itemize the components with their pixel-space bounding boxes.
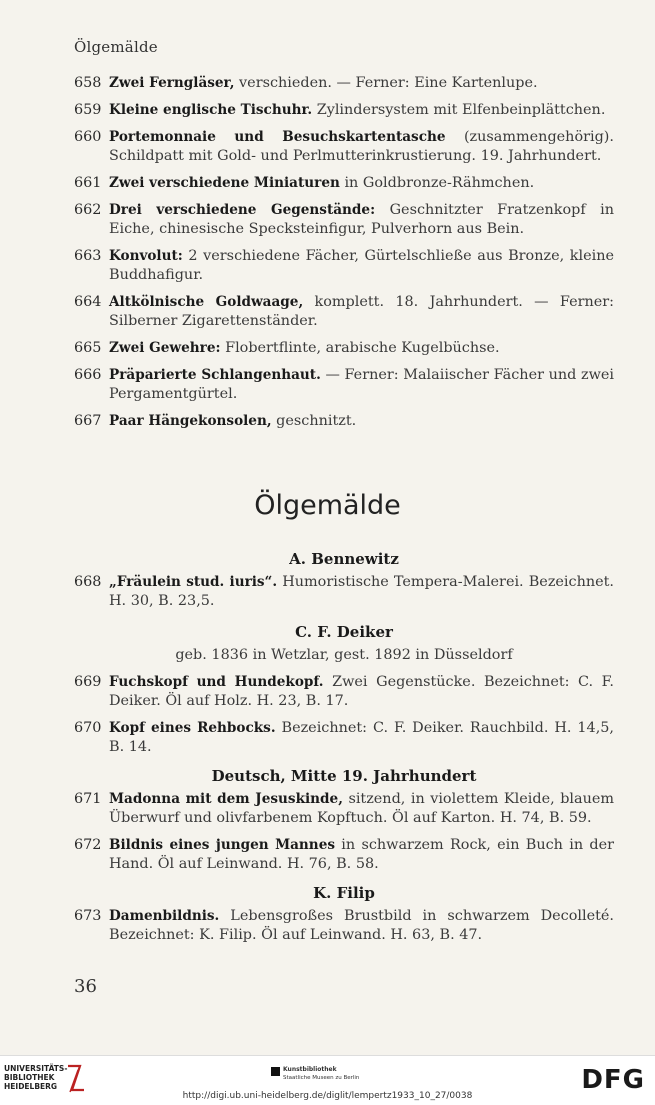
entry-number: 658 (74, 75, 102, 91)
artist-heading: K. Filip (313, 884, 375, 902)
entry-title: Portemonnaie und Besuchskartentasche (109, 129, 446, 145)
catalog-entry (74, 174, 614, 193)
entry-description: Flobertflinte, arabische Kugelbüchse. (225, 340, 500, 356)
catalog-entry (74, 573, 614, 611)
dfg-logo[interactable]: DFG (581, 1065, 645, 1095)
entry-description: Humoristische Tempera-Malerei. Bezeichnet. H. 30, B. 23,5. (109, 574, 614, 609)
entry-title: Zwei Gewehre: (109, 340, 221, 356)
kb-subtitle: Staatliche Museen zu Berlin (283, 1075, 360, 1081)
catalog-entry (74, 719, 614, 757)
entry-description: Zwei Gegenstücke. Bezeichnet: C. F. Deiker. Öl auf Holz. H. 23, B. 17. (109, 674, 614, 709)
entry-number: 659 (74, 102, 102, 118)
uni-logo-line: HEIDELBERG (4, 1082, 58, 1091)
entry-title: Zwei Ferngläser, (109, 75, 235, 91)
page-number: 36 (74, 976, 97, 997)
entry-description: — Ferner: Malaiischer Fächer und zwei Pergamentgürtel. (109, 367, 615, 402)
catalog-entry (74, 366, 614, 404)
entry-title: Bildnis eines jungen Mannes (109, 837, 335, 853)
entry-description: (zusammengehörig). Schildpatt mit Gold- und Perlmutterinkrustierung. 19. Jahrhundert. (109, 129, 614, 164)
entry-description: geschnitzt. (276, 413, 357, 429)
entry-title: Madonna mit dem Jesuskinde, (109, 791, 343, 807)
entry-number: 665 (74, 340, 102, 356)
entries-list-paintings (74, 546, 614, 953)
catalog-entry (74, 673, 614, 711)
entry-description: 2 verschiedene Fächer, Gürtelschließe aus Bronze, kleine Buddhafigur. (109, 248, 614, 283)
entry-title: Zwei verschiedene Miniaturen (109, 175, 340, 191)
source-url[interactable]: http://digi.ub.uni-heidelberg.de/diglit/lempertz1933_10_27/0038 (182, 1091, 473, 1101)
entry-title: Konvolut: (109, 248, 183, 264)
catalog-entry (74, 74, 614, 93)
entry-description: Zylindersystem mit Elfenbeinplättchen. (316, 102, 606, 118)
catalog-entry (74, 836, 614, 874)
entry-description: in Goldbronze-Rähmchen. (344, 175, 535, 191)
entry-number: 662 (74, 202, 102, 218)
entry-number: 670 (74, 720, 102, 736)
uni-logo-line: BIBLIOTHEK (4, 1073, 55, 1082)
entry-title: Paar Hängekonsolen, (109, 413, 272, 429)
entry-title: Präparierte Schlangenhaut. (109, 367, 321, 383)
entry-description: in schwarzem Rock, ein Buch in der Hand. Öl auf Leinwand. H. 76, B. 58. (109, 837, 614, 872)
entry-title: Damenbildnis. (109, 908, 220, 924)
catalog-entry (74, 293, 614, 331)
kb-name: Kunstbibliothek (283, 1066, 337, 1073)
entry-number: 666 (74, 367, 102, 383)
entry-description: sitzend, in violettem Kleide, blauem Überwurf und olivfarbenem Kopftuch. Öl auf Karton. H. 74, B. 59. (109, 791, 615, 826)
kunstbibliothek-square-icon (271, 1067, 280, 1076)
entry-number: 660 (74, 129, 102, 145)
entry-description: Geschnitzter Fratzenkopf in Eiche, chinesische Specksteinfigur, Pulverhorn aus Bein. (109, 202, 614, 237)
entry-number: 671 (74, 791, 102, 807)
entry-description: Bezeichnet: C. F. Deiker. Rauchbild. H. 14,5, B. 14. (109, 720, 614, 755)
entry-description: komplett. 18. Jahrhundert. — Ferner: Silberner Zigarettenständer. (109, 294, 614, 329)
catalog-entry (74, 339, 614, 358)
entry-number: 672 (74, 837, 102, 853)
entry-title: Kleine englische Tischuhr. (109, 102, 313, 118)
catalog-entry (74, 907, 614, 945)
artist-heading: C. F. Deiker (295, 623, 393, 641)
entry-description: Lebensgroßes Brustbild in schwarzem Decolleté. Bezeichnet: K. Filip. Öl auf Leinwand. H. 63, B. 47. (109, 908, 614, 943)
entry-title: „Fräulein stud. iuris“. (109, 574, 278, 590)
kunstbibliothek-logo[interactable] (283, 1066, 359, 1082)
catalog-entry (74, 128, 614, 166)
entry-title: Drei verschiedene Gegenstände: (109, 202, 376, 218)
catalog-entry (74, 412, 614, 431)
university-library-logo[interactable] (4, 1064, 67, 1091)
entries-list-top (74, 74, 614, 439)
entry-number: 668 (74, 574, 102, 590)
entry-title: Fuchskopf und Hundekopf. (109, 674, 324, 690)
entry-title: Kopf eines Rehbocks. (109, 720, 276, 736)
uni-logo-line: UNIVERSITÄTS- (4, 1064, 68, 1073)
catalog-entry (74, 101, 614, 120)
entry-number: 673 (74, 908, 102, 924)
entry-description: verschieden. — Ferner: Eine Kartenlupe. (239, 75, 538, 91)
catalog-entry (74, 247, 614, 285)
artist-biography: geb. 1836 in Wetzlar, gest. 1892 in Düsseldorf (175, 647, 513, 663)
section-heading: Ölgemälde (254, 490, 401, 521)
catalog-entry (74, 201, 614, 239)
entry-number: 669 (74, 674, 102, 690)
artist-heading: A. Bennewitz (289, 550, 399, 568)
artist-heading: Deutsch, Mitte 19. Jahrhundert (211, 767, 477, 785)
entry-title: Altkölnische Goldwaage, (109, 294, 304, 310)
university-seal-icon (64, 1064, 86, 1094)
entry-number: 664 (74, 294, 102, 310)
running-head: Ölgemälde (74, 38, 158, 56)
catalog-entry (74, 790, 614, 828)
entry-number: 661 (74, 175, 102, 191)
entry-number: 663 (74, 248, 102, 264)
entry-number: 667 (74, 413, 102, 429)
footer-bar (0, 1055, 655, 1105)
